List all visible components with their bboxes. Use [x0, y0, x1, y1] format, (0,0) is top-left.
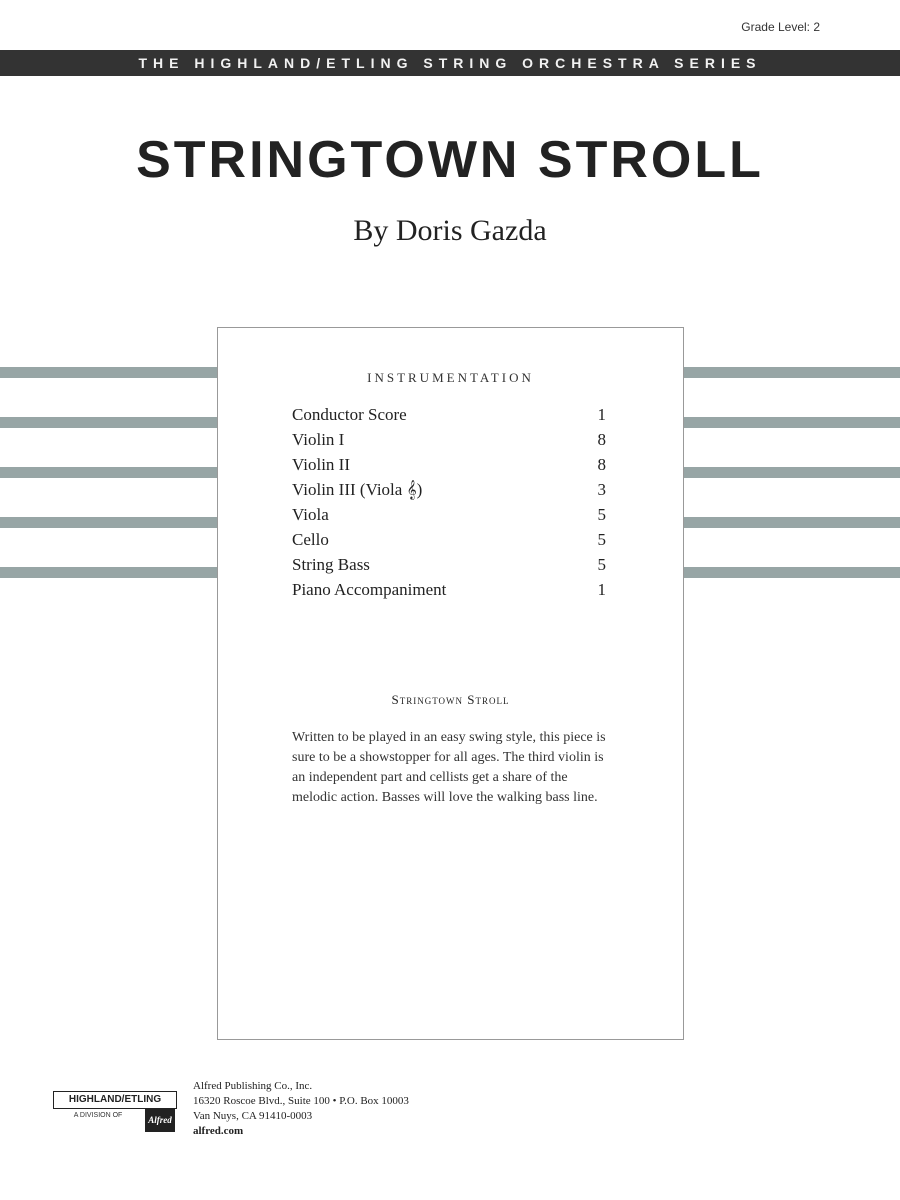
publisher-name: Alfred Publishing Co., Inc.	[193, 1080, 313, 1092]
publisher-website: alfred.com	[193, 1125, 244, 1137]
instrument-name: Piano Accompaniment	[292, 580, 447, 599]
composer-credit: By Doris Gazda	[353, 214, 547, 247]
logo-subtitle: A DIVISION OF	[73, 1112, 123, 1119]
instrument-count: 8	[597, 430, 606, 449]
instrument-row	[292, 527, 606, 552]
instrument-row	[292, 452, 606, 477]
instrument-name: Viola	[292, 505, 329, 524]
instrument-name: Violin III (Viola 𝄞)	[292, 480, 423, 499]
instrument-count: 1	[597, 405, 606, 424]
instrument-name: Conductor Score	[292, 405, 407, 424]
publisher-city: Van Nuys, CA 91410-0003	[193, 1110, 313, 1122]
info-card	[217, 327, 684, 1040]
instrument-name: String Bass	[292, 555, 370, 574]
staff-line-right	[684, 567, 900, 578]
staff-line-left	[0, 567, 217, 578]
staff-line-left	[0, 417, 217, 428]
instrumentation-list	[292, 402, 606, 602]
instrument-row	[292, 577, 606, 602]
instrument-count: 5	[597, 505, 606, 524]
staff-line-right	[684, 467, 900, 478]
staff-line-left	[0, 367, 217, 378]
instrument-count: 5	[597, 530, 606, 549]
description-text: Written to be played in an easy swing style, this piece is sure to be a showstopper for all ages. The third violin is an independent part and cellists get a share of the melodic action. Basses will love the walking bass line.	[292, 730, 606, 805]
grade-level: Grade Level: 2	[741, 20, 820, 34]
instrument-row	[292, 477, 606, 502]
instrument-row	[292, 402, 606, 427]
instrument-name: Violin II	[292, 455, 350, 474]
publisher-info	[193, 1079, 409, 1139]
instrument-name: Violin I	[292, 430, 345, 449]
logo-wordmark: HIGHLAND/ETLING	[53, 1091, 177, 1109]
instrument-name: Cello	[292, 530, 329, 549]
staff-line-left	[0, 467, 217, 478]
instrumentation-heading: INSTRUMENTATION	[367, 370, 534, 385]
staff-line-right	[684, 367, 900, 378]
alfred-logo-icon: Alfred	[145, 1108, 175, 1132]
instrument-count: 8	[597, 455, 606, 474]
instrument-count: 5	[597, 555, 606, 574]
staff-line-left	[0, 517, 217, 528]
series-banner	[0, 50, 900, 76]
staff-line-right	[684, 517, 900, 528]
series-title: THE HIGHLAND/ETLING STRING ORCHESTRA SERIES	[138, 55, 762, 71]
instrument-row	[292, 552, 606, 577]
piece-title: STRINGTOWN STROLL	[136, 131, 764, 189]
instrument-count: 1	[597, 580, 606, 599]
publisher-logo	[53, 1091, 177, 1131]
publisher-address: 16320 Roscoe Blvd., Suite 100 • P.O. Box 10003	[193, 1095, 409, 1107]
instrument-count: 3	[597, 480, 606, 499]
instrument-row	[292, 502, 606, 527]
staff-line-right	[684, 417, 900, 428]
description-heading: Stringtown Stroll	[391, 692, 510, 707]
instrument-row	[292, 427, 606, 452]
